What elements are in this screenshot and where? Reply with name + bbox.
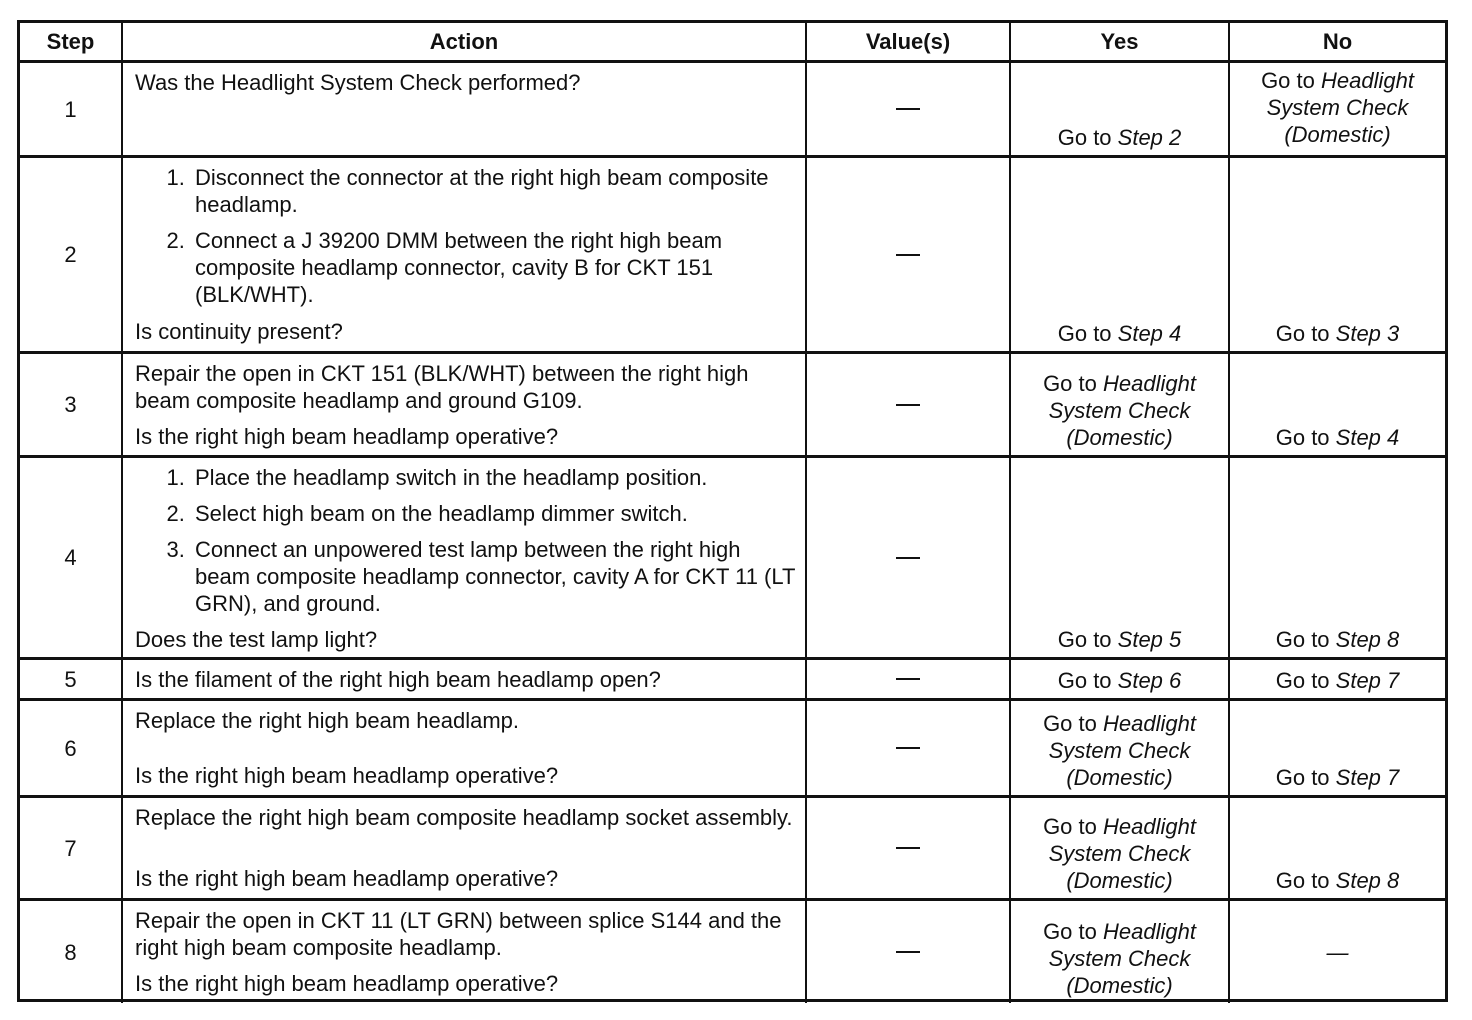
value-dash bbox=[896, 847, 920, 849]
go-prefix: Go to bbox=[1275, 425, 1336, 450]
go-link[interactable]: Headlight System Check (Domestic) bbox=[1266, 68, 1414, 147]
go-link[interactable]: Step 8 bbox=[1335, 868, 1400, 893]
no-target[interactable] bbox=[1276, 867, 1400, 894]
action-cell bbox=[123, 354, 807, 458]
diagnostic-table bbox=[17, 20, 1448, 1002]
go-link[interactable]: Headlight System Check (Domestic) bbox=[1048, 371, 1196, 450]
no-cell bbox=[1230, 158, 1445, 354]
action-cell bbox=[123, 458, 807, 660]
value-dash bbox=[896, 108, 920, 110]
value-dash bbox=[896, 254, 920, 256]
action-cell bbox=[123, 901, 807, 1003]
no-target[interactable] bbox=[1276, 764, 1400, 791]
action-cell bbox=[123, 798, 807, 901]
no-cell bbox=[1230, 798, 1445, 901]
go-link[interactable]: Step 2 bbox=[1117, 125, 1182, 150]
header-values: Value(s) bbox=[807, 23, 1011, 63]
value-dash bbox=[896, 951, 920, 953]
action-text: Was the Headlight System Check performed? bbox=[135, 70, 581, 95]
value-dash bbox=[896, 557, 920, 559]
yes-target[interactable] bbox=[1011, 370, 1228, 451]
go-link[interactable]: Step 3 bbox=[1335, 321, 1400, 346]
yes-cell bbox=[1011, 458, 1230, 660]
header-action: Action bbox=[123, 23, 807, 63]
no-target[interactable] bbox=[1327, 939, 1349, 966]
action-question: Is the right high beam headlamp operative? bbox=[135, 866, 559, 891]
value-cell bbox=[807, 901, 1011, 1003]
no-target[interactable] bbox=[1230, 67, 1445, 148]
value-cell bbox=[807, 63, 1011, 158]
yes-target[interactable] bbox=[1011, 813, 1228, 894]
step-number: 2 bbox=[20, 158, 123, 354]
action-step-item: 3. Connect an unpowered test lamp between the right high beam composite headlamp connector, cavity A for CKT 11 (LT GRN), and ground. bbox=[191, 536, 795, 617]
action-cell bbox=[123, 63, 807, 158]
action-question: Is the right high beam headlamp operative? bbox=[135, 424, 559, 449]
yes-target[interactable] bbox=[1011, 918, 1228, 999]
no-target[interactable] bbox=[1276, 320, 1400, 347]
yes-target[interactable] bbox=[1058, 124, 1182, 151]
value-cell bbox=[807, 458, 1011, 660]
no-target[interactable] bbox=[1276, 626, 1400, 653]
go-prefix: Go to bbox=[1043, 814, 1103, 839]
yes-target[interactable] bbox=[1058, 667, 1182, 694]
step-number: 3 bbox=[20, 354, 123, 458]
go-prefix: Go to bbox=[1275, 321, 1336, 346]
no-cell bbox=[1230, 701, 1445, 798]
step-number: 8 bbox=[20, 901, 123, 1003]
yes-cell bbox=[1011, 63, 1230, 158]
header-no: No bbox=[1230, 23, 1445, 63]
action-step-item: 1. Place the headlamp switch in the headlamp position. bbox=[191, 464, 795, 491]
yes-cell bbox=[1011, 701, 1230, 798]
no-cell bbox=[1230, 354, 1445, 458]
value-cell bbox=[807, 354, 1011, 458]
no-cell bbox=[1230, 63, 1445, 158]
action-step-item: 2. Select high beam on the headlamp dimmer switch. bbox=[191, 500, 795, 527]
action-step-item: 2. Connect a J 39200 DMM between the right high beam composite headlamp connector, cavity B for CKT 151 (BLK/WHT). bbox=[191, 227, 795, 308]
action-text: Repair the open in CKT 11 (LT GRN) between splice S144 and the right high beam composite headlamp. bbox=[135, 908, 782, 960]
value-cell bbox=[807, 701, 1011, 798]
go-prefix: Go to bbox=[1057, 125, 1118, 150]
value-cell bbox=[807, 158, 1011, 354]
action-cell bbox=[123, 660, 807, 701]
yes-cell bbox=[1011, 354, 1230, 458]
go-link[interactable]: Headlight System Check (Domestic) bbox=[1048, 919, 1196, 998]
action-text: Is the filament of the right high beam headlamp open? bbox=[135, 667, 661, 692]
go-link[interactable]: Headlight System Check (Domestic) bbox=[1048, 814, 1196, 893]
go-link[interactable]: Step 4 bbox=[1117, 321, 1182, 346]
go-prefix: Go to bbox=[1043, 919, 1103, 944]
action-cell bbox=[123, 158, 807, 354]
go-link[interactable]: Step 8 bbox=[1335, 627, 1400, 652]
no-cell bbox=[1230, 901, 1445, 1003]
action-text: Repair the open in CKT 151 (BLK/WHT) between the right high beam composite headlamp and ground G109. bbox=[135, 361, 749, 413]
yes-cell bbox=[1011, 158, 1230, 354]
go-link[interactable]: Step 7 bbox=[1335, 668, 1400, 693]
go-prefix: Go to bbox=[1275, 627, 1336, 652]
no-target[interactable] bbox=[1276, 667, 1400, 694]
no-target[interactable] bbox=[1276, 424, 1400, 451]
no-cell bbox=[1230, 660, 1445, 701]
yes-target[interactable] bbox=[1058, 320, 1182, 347]
go-prefix: Go to bbox=[1057, 321, 1118, 346]
step-number: 6 bbox=[20, 701, 123, 798]
value-dash bbox=[896, 747, 920, 749]
action-text: Replace the right high beam composite headlamp socket assembly. bbox=[135, 805, 793, 830]
yes-target[interactable] bbox=[1058, 626, 1182, 653]
go-link[interactable]: Step 4 bbox=[1335, 425, 1400, 450]
step-number: 1 bbox=[20, 63, 123, 158]
action-step-list bbox=[135, 464, 795, 617]
action-question: Is the right high beam headlamp operative? bbox=[135, 971, 559, 996]
go-prefix: Go to bbox=[1261, 68, 1321, 93]
action-question: Is continuity present? bbox=[135, 319, 343, 344]
yes-target[interactable] bbox=[1011, 710, 1228, 791]
value-dash bbox=[896, 404, 920, 406]
yes-cell bbox=[1011, 798, 1230, 901]
step-number: 5 bbox=[20, 660, 123, 701]
yes-cell bbox=[1011, 901, 1230, 1003]
go-link[interactable]: Step 6 bbox=[1117, 668, 1182, 693]
value-cell bbox=[807, 660, 1011, 701]
action-question: Is the right high beam headlamp operative? bbox=[135, 763, 559, 788]
go-prefix: Go to bbox=[1057, 668, 1118, 693]
action-step-list bbox=[135, 164, 795, 308]
go-link[interactable]: — bbox=[1326, 939, 1349, 965]
step-number: 7 bbox=[20, 798, 123, 901]
go-prefix: Go to bbox=[1275, 765, 1336, 790]
no-cell bbox=[1230, 458, 1445, 660]
go-link[interactable]: Step 5 bbox=[1117, 627, 1182, 652]
go-link[interactable]: Step 7 bbox=[1335, 765, 1400, 790]
action-step-item: 1. Disconnect the connector at the right high beam composite headlamp. bbox=[191, 164, 795, 218]
step-number: 4 bbox=[20, 458, 123, 660]
go-link[interactable]: Headlight System Check (Domestic) bbox=[1048, 711, 1196, 790]
header-step: Step bbox=[20, 23, 123, 63]
action-cell bbox=[123, 701, 807, 798]
go-prefix: Go to bbox=[1275, 668, 1336, 693]
go-prefix: Go to bbox=[1043, 371, 1103, 396]
action-question: Does the test lamp light? bbox=[135, 627, 378, 652]
yes-cell bbox=[1011, 660, 1230, 701]
go-prefix: Go to bbox=[1275, 868, 1336, 893]
header-yes: Yes bbox=[1011, 23, 1230, 63]
go-prefix: Go to bbox=[1043, 711, 1103, 736]
go-prefix: Go to bbox=[1057, 627, 1118, 652]
value-cell bbox=[807, 798, 1011, 901]
value-dash bbox=[896, 678, 920, 680]
action-text: Replace the right high beam headlamp. bbox=[135, 708, 520, 733]
